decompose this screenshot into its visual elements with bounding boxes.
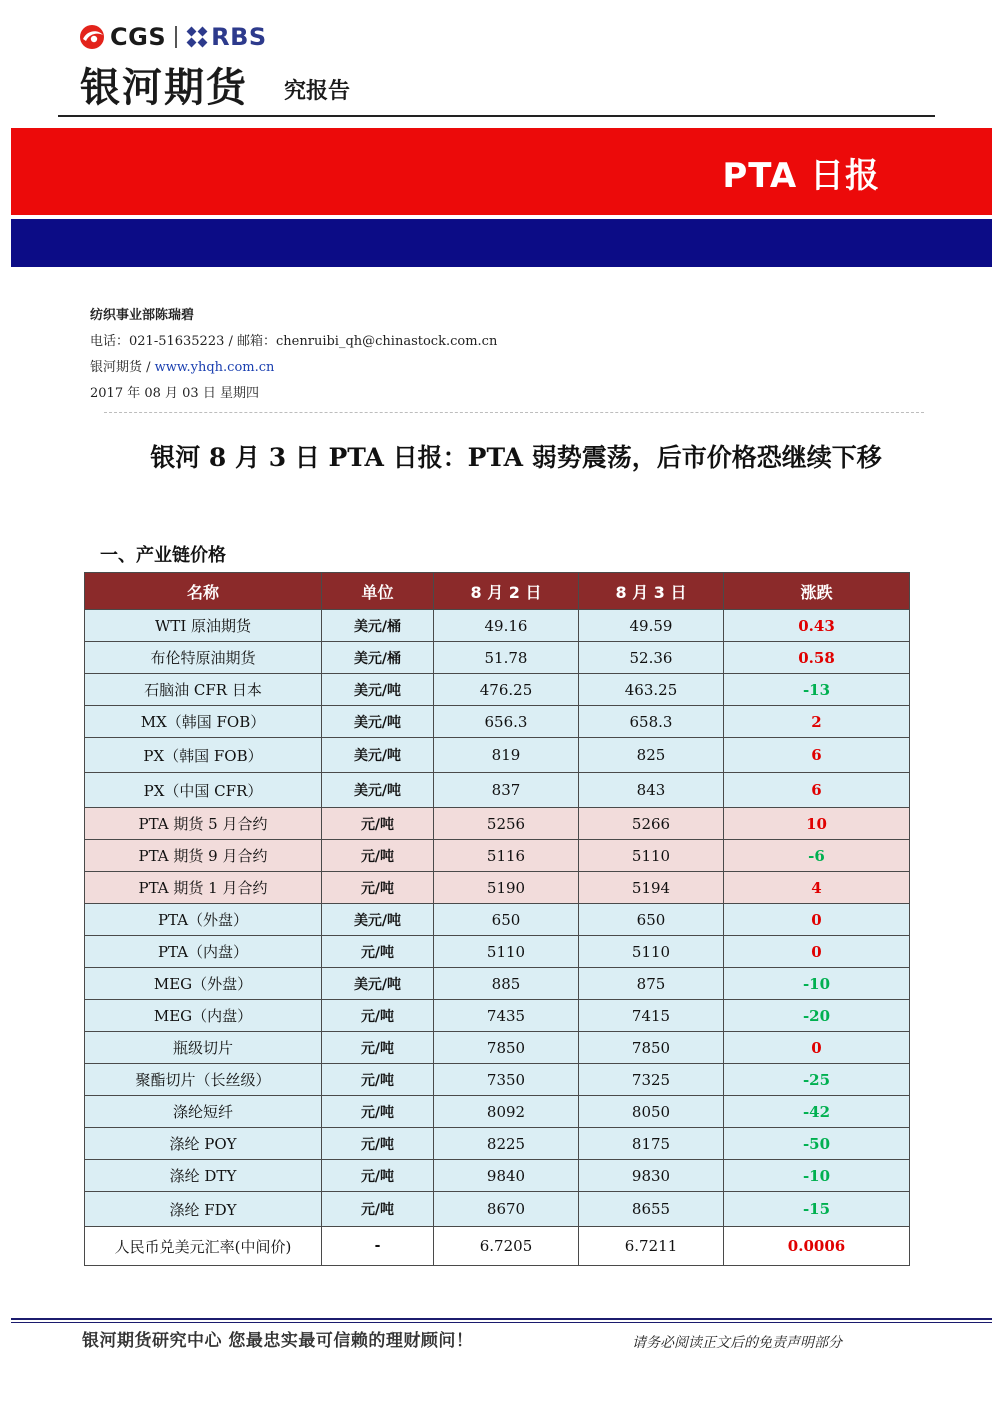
cell-date2-value: 8050 xyxy=(579,1096,724,1128)
footer-divider xyxy=(11,1318,992,1320)
report-title: 银河 8 月 3 日 PTA 日报：PTA 弱势震荡，后市价格恐继续下移 xyxy=(150,443,882,472)
author-department: 纺织事业部陈瑞碧 xyxy=(90,308,195,323)
table-row xyxy=(85,1000,910,1032)
cell-unit: 元/吨 xyxy=(322,1032,434,1064)
cell-date1-value: 885 xyxy=(434,968,579,1000)
cell-unit: 美元/吨 xyxy=(322,904,434,936)
cell-date2-value: 658.3 xyxy=(579,706,724,738)
cell-date2-value: 7415 xyxy=(579,1000,724,1032)
rbs-logo-text: RBS xyxy=(211,23,267,51)
cell-change: -20 xyxy=(724,1000,910,1032)
table-row xyxy=(85,1227,910,1266)
table-row xyxy=(85,968,910,1000)
cell-date1-value: 5190 xyxy=(434,872,579,904)
table-row xyxy=(85,1160,910,1192)
cell-change: -42 xyxy=(724,1096,910,1128)
cell-name: 人民币兑美元汇率(中间价) xyxy=(85,1227,322,1266)
table-row xyxy=(85,1192,910,1227)
header-divider xyxy=(58,115,935,117)
table-row xyxy=(85,674,910,706)
section-title: 一、产业链价格 xyxy=(100,545,226,566)
cgs-swirl-icon xyxy=(78,24,106,50)
table-row xyxy=(85,642,910,674)
footer-disclaimer: 请务必阅读正文后的免责声明部分 xyxy=(632,1335,842,1351)
cell-date2-value: 5110 xyxy=(579,840,724,872)
author-contact: 电话：021-51635223 / 邮箱：chenruibi_qh@chinastock.com.cn xyxy=(90,334,498,349)
cell-change: 0.58 xyxy=(724,642,910,674)
cell-change: 6 xyxy=(724,738,910,773)
cell-name: PX（韩国 FOB） xyxy=(85,738,322,773)
cell-change: -13 xyxy=(724,674,910,706)
cell-name: 瓶级切片 xyxy=(85,1032,322,1064)
cell-date1-value: 7350 xyxy=(434,1064,579,1096)
table-row xyxy=(85,1032,910,1064)
cell-name: PTA 期货 9 月合约 xyxy=(85,840,322,872)
table-row xyxy=(85,1128,910,1160)
cell-change: -10 xyxy=(724,968,910,1000)
cell-date1-value: 8225 xyxy=(434,1128,579,1160)
table-row xyxy=(85,1064,910,1096)
cell-name: PX（中国 CFR） xyxy=(85,773,322,808)
footer-slogan: 银河期货研究中心 您最忠实最可信赖的理财顾问！ xyxy=(82,1331,474,1351)
cell-name: 涤纶短纤 xyxy=(85,1096,322,1128)
column-header-unit: 单位 xyxy=(322,573,434,610)
table-row xyxy=(85,840,910,872)
cell-date1-value: 656.3 xyxy=(434,706,579,738)
cell-unit: 元/吨 xyxy=(322,872,434,904)
report-date: 2017 年 08 月 03 日 星期四 xyxy=(90,386,259,401)
cell-unit: 美元/吨 xyxy=(322,706,434,738)
cell-unit: 美元/桶 xyxy=(322,642,434,674)
cell-unit: 美元/吨 xyxy=(322,968,434,1000)
table-row xyxy=(85,738,910,773)
cell-date2-value: 52.36 xyxy=(579,642,724,674)
column-header-name: 名称 xyxy=(85,573,322,610)
table-row xyxy=(85,1096,910,1128)
cell-unit: 元/吨 xyxy=(322,808,434,840)
cell-name: 石脑油 CFR 日本 xyxy=(85,674,322,706)
cell-change: 0 xyxy=(724,936,910,968)
cell-change: 0 xyxy=(724,1032,910,1064)
cell-unit: 元/吨 xyxy=(322,1000,434,1032)
cell-date1-value: 476.25 xyxy=(434,674,579,706)
cell-date1-value: 7435 xyxy=(434,1000,579,1032)
cell-unit: 元/吨 xyxy=(322,936,434,968)
cell-change: -25 xyxy=(724,1064,910,1096)
cell-unit: 美元/桶 xyxy=(322,610,434,642)
table-row xyxy=(85,872,910,904)
cell-date1-value: 6.7205 xyxy=(434,1227,579,1266)
cell-name: 布伦特原油期货 xyxy=(85,642,322,674)
price-table xyxy=(84,572,910,1266)
cell-unit: 元/吨 xyxy=(322,1096,434,1128)
cell-date1-value: 5256 xyxy=(434,808,579,840)
table-row xyxy=(85,904,910,936)
cell-change: 2 xyxy=(724,706,910,738)
cell-date2-value: 5110 xyxy=(579,936,724,968)
cell-date2-value: 8175 xyxy=(579,1128,724,1160)
cell-unit: 美元/吨 xyxy=(322,738,434,773)
cell-change: 0.43 xyxy=(724,610,910,642)
cell-unit: 元/吨 xyxy=(322,1064,434,1096)
cell-change: 4 xyxy=(724,872,910,904)
cell-date1-value: 9840 xyxy=(434,1160,579,1192)
table-row xyxy=(85,773,910,808)
cell-change: 6 xyxy=(724,773,910,808)
cell-name: MEG（外盘） xyxy=(85,968,322,1000)
cell-date2-value: 8655 xyxy=(579,1192,724,1227)
column-header-date1: 8 月 2 日 xyxy=(434,573,579,610)
cell-date2-value: 463.25 xyxy=(579,674,724,706)
cell-date1-value: 7850 xyxy=(434,1032,579,1064)
cell-date1-value: 51.78 xyxy=(434,642,579,674)
cell-unit: 元/吨 xyxy=(322,1128,434,1160)
cell-date1-value: 8670 xyxy=(434,1192,579,1227)
cell-date2-value: 5266 xyxy=(579,808,724,840)
cell-change: -6 xyxy=(724,840,910,872)
cell-date1-value: 5116 xyxy=(434,840,579,872)
table-row xyxy=(85,610,910,642)
cell-change: 0 xyxy=(724,904,910,936)
cell-date2-value: 825 xyxy=(579,738,724,773)
cell-name: MX（韩国 FOB） xyxy=(85,706,322,738)
cell-date1-value: 49.16 xyxy=(434,610,579,642)
cell-name: 聚酯切片（长丝级） xyxy=(85,1064,322,1096)
cell-date2-value: 6.7211 xyxy=(579,1227,724,1266)
cell-change: 10 xyxy=(724,808,910,840)
cell-date2-value: 49.59 xyxy=(579,610,724,642)
brand-name: 银河期货 xyxy=(80,65,248,111)
table-row xyxy=(85,706,910,738)
cell-date2-value: 7850 xyxy=(579,1032,724,1064)
cell-change: 0.0006 xyxy=(724,1227,910,1266)
cell-date1-value: 8092 xyxy=(434,1096,579,1128)
cell-name: WTI 原油期货 xyxy=(85,610,322,642)
table-row xyxy=(85,808,910,840)
column-header-date2: 8 月 3 日 xyxy=(579,573,724,610)
cell-unit: 元/吨 xyxy=(322,1192,434,1227)
cell-unit: 元/吨 xyxy=(322,1160,434,1192)
cell-change: -10 xyxy=(724,1160,910,1192)
cell-name: PTA 期货 5 月合约 xyxy=(85,808,322,840)
cell-change: -15 xyxy=(724,1192,910,1227)
cell-change: -50 xyxy=(724,1128,910,1160)
table-header-row xyxy=(85,573,910,610)
cell-date2-value: 843 xyxy=(579,773,724,808)
website-prefix: 银河期货 / xyxy=(90,360,155,375)
logo-divider xyxy=(175,26,177,48)
cell-date1-value: 650 xyxy=(434,904,579,936)
cell-date1-value: 837 xyxy=(434,773,579,808)
company-website xyxy=(90,356,274,375)
cell-unit: 元/吨 xyxy=(322,840,434,872)
cell-date1-value: 5110 xyxy=(434,936,579,968)
cell-name: 涤纶 DTY xyxy=(85,1160,322,1192)
cell-date2-value: 7325 xyxy=(579,1064,724,1096)
cell-name: 涤纶 FDY xyxy=(85,1192,322,1227)
cgs-logo-text: CGS xyxy=(110,23,167,51)
cell-date2-value: 650 xyxy=(579,904,724,936)
cell-unit: 美元/吨 xyxy=(322,674,434,706)
dashed-divider xyxy=(104,412,924,413)
cell-name: PTA 期货 1 月合约 xyxy=(85,872,322,904)
cell-name: MEG（内盘） xyxy=(85,1000,322,1032)
banner-title: PTA 日报 xyxy=(722,156,880,196)
table-row xyxy=(85,936,910,968)
cell-unit: - xyxy=(322,1227,434,1266)
cell-date2-value: 875 xyxy=(579,968,724,1000)
column-header-change: 涨跌 xyxy=(724,573,910,610)
banner-blue-band xyxy=(11,219,992,267)
footer-divider-thin xyxy=(11,1322,992,1323)
company-logo xyxy=(78,22,267,52)
cell-unit: 美元/吨 xyxy=(322,773,434,808)
cell-name: PTA（内盘） xyxy=(85,936,322,968)
cell-date2-value: 9830 xyxy=(579,1160,724,1192)
cell-name: 涤纶 POY xyxy=(85,1128,322,1160)
website-link[interactable]: www.yhqh.com.cn xyxy=(154,360,275,375)
cell-name: PTA（外盘） xyxy=(85,904,322,936)
cell-date2-value: 5194 xyxy=(579,872,724,904)
cell-date1-value: 819 xyxy=(434,738,579,773)
brand-subtitle: 究报告 xyxy=(284,79,351,104)
rbs-logo-icon xyxy=(186,26,208,48)
